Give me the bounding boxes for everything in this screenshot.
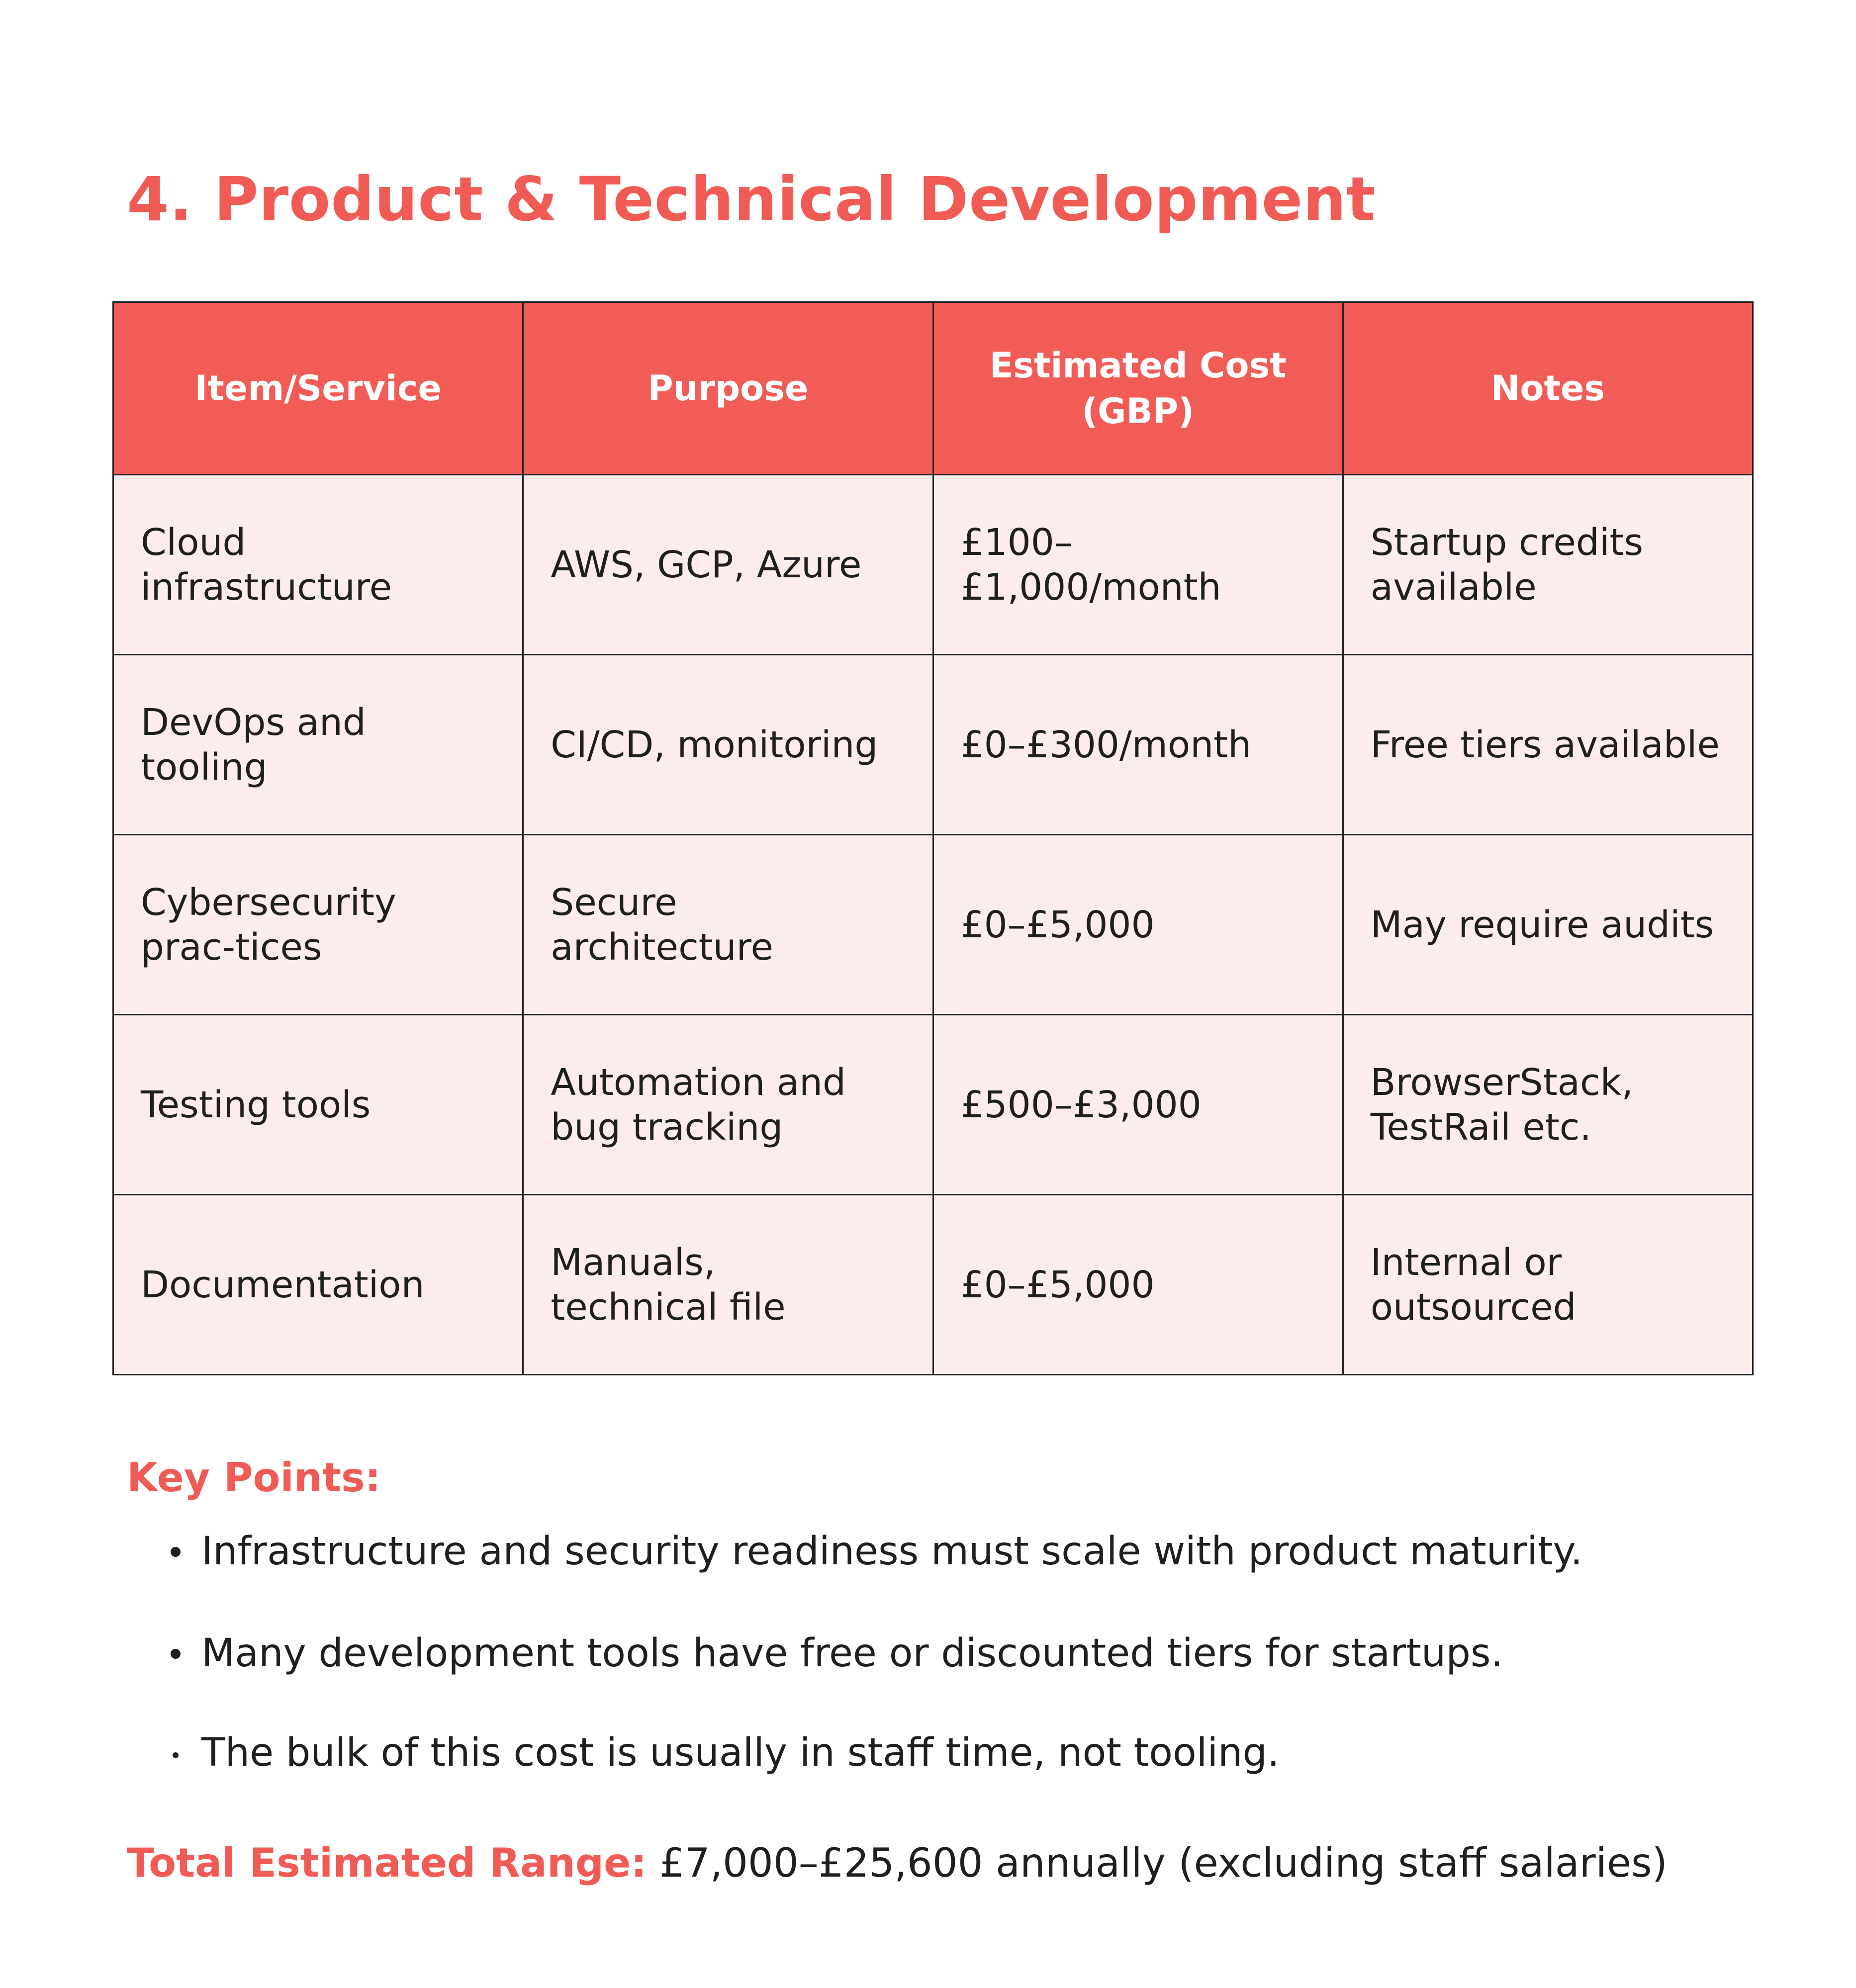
key-points-title: Key Points: [127,1454,381,1501]
table-row [113,1195,1753,1375]
cell-purpose: Automation and bug tracking [523,1015,933,1195]
cell-cost: £100–£1,000/month [933,475,1343,655]
cell-cost: £0–£5,000 [933,835,1343,1015]
cell-item: Cloud infrastructure [113,475,523,655]
column-header-notes: Notes [1343,302,1753,475]
cell-purpose: Secure architecture [523,835,933,1015]
column-header-cost: Estimated Cost (GBP) [933,302,1343,475]
cell-notes: Free tiers available [1343,655,1753,835]
cell-notes: May require audits [1343,835,1753,1015]
table-header-row [113,302,1753,475]
total-label: Total Estimated Range: [127,1840,647,1886]
cell-item: DevOps and tooling [113,655,523,835]
table-row [113,1015,1753,1195]
cell-cost: £500–£3,000 [933,1015,1343,1195]
list-item-text: The bulk of this cost is usually in staff time, not tooling. [201,1730,1280,1775]
cell-notes: Internal or outsourced [1343,1195,1753,1375]
list-item [201,1730,1280,1775]
list-item [201,1631,1503,1676]
total-estimate [127,1840,1668,1886]
table-row [113,835,1753,1015]
bullet-icon [173,1752,179,1758]
cell-item: Documentation [113,1195,523,1375]
list-item [201,1529,1582,1574]
cell-item: Testing tools [113,1015,523,1195]
bullet-icon [171,1649,181,1659]
column-header-item: Item/Service [113,302,523,475]
table-row [113,475,1753,655]
list-item-text: Many development tools have free or discounted tiers for startups. [201,1631,1503,1676]
cell-cost: £0–£5,000 [933,1195,1343,1375]
section-title: 4. Product & Technical Development [127,164,1376,235]
cell-notes: BrowserStack, TestRail etc. [1343,1015,1753,1195]
list-item-text: Infrastructure and security readiness must scale with product maturity. [201,1529,1583,1574]
table-row [113,655,1753,835]
cell-purpose: CI/CD, monitoring [523,655,933,835]
cell-cost: £0–£300/month [933,655,1343,835]
cell-purpose: AWS, GCP, Azure [523,475,933,655]
cell-purpose: Manuals, technical file [523,1195,933,1375]
total-value: £7,000–£25,600 annually (excluding staff salaries) [659,1840,1668,1886]
cell-notes: Startup credits available [1343,475,1753,655]
cell-item: Cybersecurity prac-tices [113,835,523,1015]
bullet-icon [171,1547,181,1557]
cost-table [112,301,1754,1375]
column-header-purpose: Purpose [523,302,933,475]
